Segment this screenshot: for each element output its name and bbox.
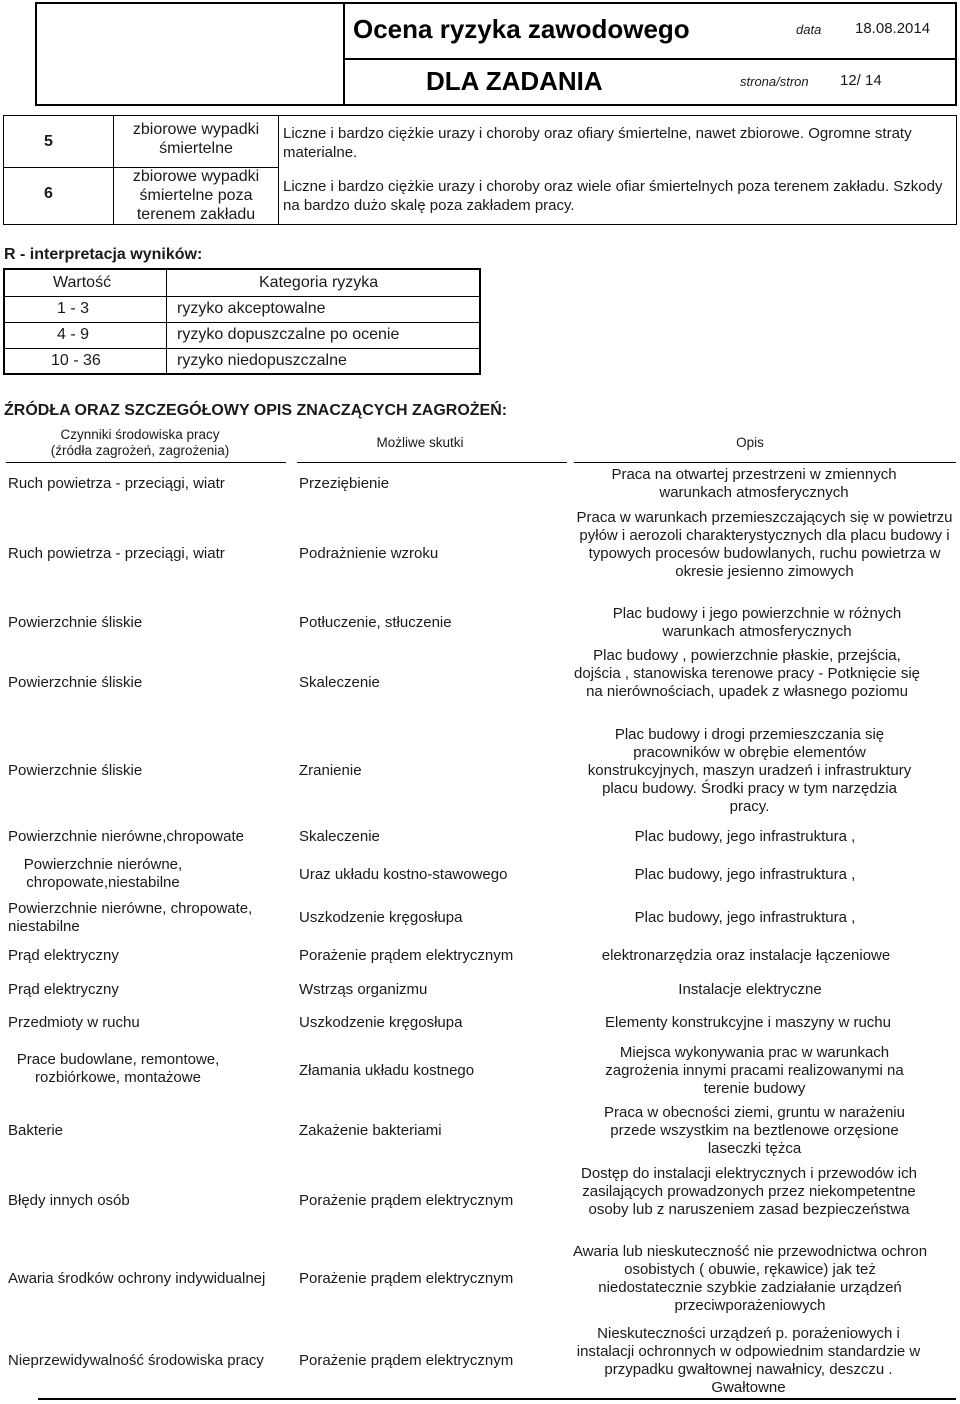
risk-category: ryzyko niedopuszczalne <box>177 352 347 369</box>
hazard-factor: Nieprzewidywalność środowiska pracy <box>8 1352 264 1369</box>
hazard-effect: Porażenie prądem elektrycznym <box>299 947 514 964</box>
column-header-factors: Czynniki środowiska pracy (źródła zagrożeń, zagrożenia) <box>50 427 230 458</box>
hazard-factor: Ruch powietrza - przeciągi, wiatr <box>8 545 225 562</box>
page-label: strona/stron <box>740 74 809 89</box>
hazard-effect: Porażenie prądem elektrycznym <box>299 1192 514 1209</box>
severity-name: zbiorowe wypadki śmiertelne poza terenem zakładu <box>132 168 260 223</box>
column-header-description: Opis <box>736 435 764 450</box>
hazard-factor: Powierzchnie nierówne, chropowate,niestabilne <box>23 856 183 891</box>
hazard-factor: Bakterie <box>8 1122 64 1139</box>
severity-description: Liczne i bardzo ciężkie urazy i choroby oraz wiele ofiar śmiertelnych poza terenem zakładu. Szkody na bardzo dużo skalę poza zakładem pracy. <box>283 178 943 214</box>
hazard-factor: Przedmioty w ruchu <box>8 1014 140 1031</box>
hazard-effect: Uszkodzenie kręgosłupa <box>299 909 463 926</box>
table-bottom-rule <box>38 1398 956 1400</box>
hazard-description: Awaria lub nieskuteczność nie przewodnictwa ochron osobistych ( obuwie, rękawice) jak też niedostatecznie szybkie zadziałanie urządzeń przeciwporażeniowych <box>572 1243 928 1314</box>
hazard-effect: Uraz układu kostno-stawowego <box>299 866 508 883</box>
hazard-effect: Potłuczenie, stłuczenie <box>299 614 452 631</box>
hazard-description: Plac budowy, jego infrastruktura , <box>634 866 856 883</box>
hazard-factor: Powierzchnie śliskie <box>8 614 143 631</box>
hazard-effect: Przeziębienie <box>299 475 390 492</box>
hazard-description: Plac budowy, jego infrastruktura , <box>634 909 856 926</box>
date-value: 18.08.2014 <box>855 20 931 37</box>
risk-value: 10 - 36 <box>51 352 101 369</box>
hazard-effect: Złamania układu kostnego <box>299 1062 475 1079</box>
hazard-description: Miejsca wykonywania prac w warunkach zagrożenia innymi pracami realizowanymi na terenie budowy <box>605 1044 904 1097</box>
severity-number: 6 <box>44 185 53 202</box>
hazard-factor: Prąd elektryczny <box>8 947 119 964</box>
r-section-title: R - interpretacja wyników: <box>4 246 203 263</box>
hazard-effect: Porażenie prądem elektrycznym <box>299 1270 514 1287</box>
hazard-description: Plac budowy i jego powierzchnie w różnych warunkach atmosferycznych <box>612 605 902 640</box>
hazard-factor: Prąd elektryczny <box>8 981 119 998</box>
hazard-factor: Powierzchnie nierówne,chropowate <box>8 828 244 845</box>
hazard-factor: Powierzchnie nierówne, chropowate, niestabilne <box>8 900 253 935</box>
severity-number: 5 <box>44 133 53 150</box>
hazard-effect: Zranienie <box>299 762 362 779</box>
hazard-description: Dostęp do instalacji elektrycznych i przewodów ich zasilających prowadzonych przez niekompetentne osoby lub z naruszeniem zasad bezpieczeństwa <box>581 1165 917 1218</box>
hazard-description: Plac budowy, jego infrastruktura , <box>634 828 856 845</box>
header-divider <box>343 4 345 104</box>
document-title: Ocena ryzyka zawodowego <box>353 14 690 44</box>
hazard-factor: Błędy innych osób <box>8 1192 130 1209</box>
hazard-factor: Ruch powietrza - przeciągi, wiatr <box>8 475 225 492</box>
risk-category: ryzyko dopuszczalne po ocenie <box>177 326 400 343</box>
hazard-effect: Skaleczenie <box>299 674 380 691</box>
hazard-description: Plac budowy , powierzchnie płaskie, przejścia, dojścia , stanowiska terenowe pracy - Potknięcie się na nierównościach, upadek z własnego poziomu <box>574 647 920 700</box>
severity-description: Liczne i bardzo ciężkie urazy i choroby oraz ofiary śmiertelne, nawet zbiorowe. Ogromne straty materialne. <box>283 125 912 161</box>
severity-table <box>3 115 957 225</box>
column-header-category: Kategoria ryzyka <box>259 274 379 291</box>
hazard-factor: Powierzchnie śliskie <box>8 674 143 691</box>
hazard-description: Praca w warunkach przemieszczających się w powietrzu pyłów i aerozoli charakterystycznych dla placu budowy i typowych procesów budowlanych, ruchu powietrza w okresie jesienno zimowych <box>576 509 953 580</box>
hazard-description: Nieskuteczności urządzeń p. porażeniowych i instalacji ochronnych w odpowiednim standardzie w przypadku gwałtownej nawałnicy, deszczu . Gwałtowne <box>576 1325 921 1396</box>
risk-value: 1 - 3 <box>57 300 90 317</box>
hazard-description: Elementy konstrukcyjne i maszyny w ruchu <box>605 1014 891 1031</box>
hazard-effect: Podrażnienie wzroku <box>299 545 439 562</box>
hazard-effect: Zakażenie bakteriami <box>299 1122 442 1139</box>
hazard-effect: Skaleczenie <box>299 828 380 845</box>
hazard-description: elektronarzędzia oraz instalacje łączeniowe <box>601 947 891 964</box>
hazard-effect: Uszkodzenie kręgosłupa <box>299 1014 463 1031</box>
severity-name: zbiorowe wypadki śmiertelne <box>132 121 260 157</box>
hazard-description: Plac budowy i drogi przemieszczania się pracowników w obrębie elementów konstrukcyjnych, maszyn uradzeń i infrastruktury placu budowy. Środki pracy w tym narzędzia pracy. <box>587 726 912 815</box>
hazard-factor: Prace budowlane, remontowe, rozbiórkowe, montażowe <box>16 1051 220 1086</box>
header-divider <box>343 58 957 60</box>
hazard-factor: Powierzchnie śliskie <box>8 762 143 779</box>
hazard-description: Instalacje elektryczne <box>678 981 822 998</box>
hazard-factor: Awaria środków ochrony indywidualnej <box>8 1270 266 1287</box>
risk-category-table <box>3 268 481 375</box>
hazards-section-title: ŹRÓDŁA ORAZ SZCZEGÓŁOWY OPIS ZNACZĄCYCH ZAGROŻEŃ: <box>4 402 508 419</box>
hazard-effect: Porażenie prądem elektrycznym <box>299 1352 514 1369</box>
document-subtitle: DLA ZADANIA <box>426 66 603 96</box>
column-header-value: Wartość <box>53 274 112 291</box>
hazard-description: Praca na otwartej przestrzeni w zmiennych warunkach atmosferycznych <box>611 466 897 501</box>
page-number: 12/ 14 <box>840 72 882 89</box>
hazard-effect: Wstrząs organizmu <box>299 981 428 998</box>
hazard-description: Praca w obecności ziemi, gruntu w narażeniu przede wszystkim na beztlenowe orzęsione laseczki tężca <box>604 1104 905 1157</box>
date-label: data <box>796 22 822 37</box>
column-header-effects: Możliwe skutki <box>376 435 464 450</box>
risk-category: ryzyko akceptowalne <box>177 300 326 317</box>
risk-value: 4 - 9 <box>57 326 90 343</box>
